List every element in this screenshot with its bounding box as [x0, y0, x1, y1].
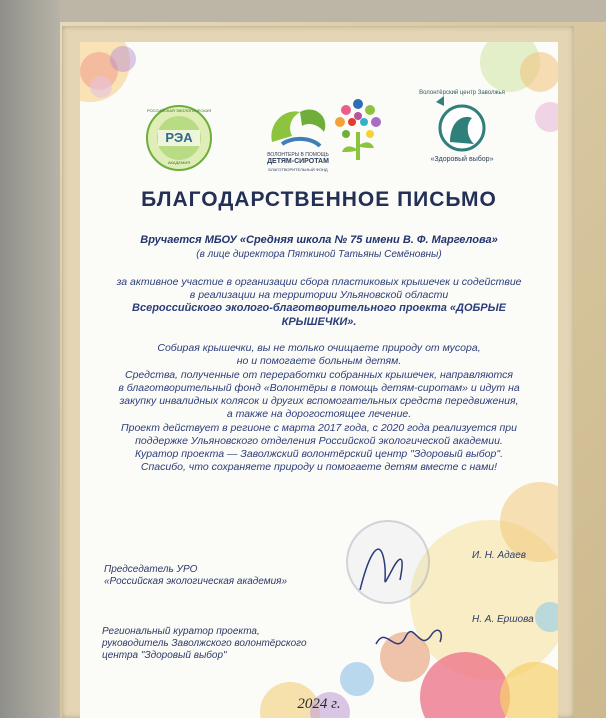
rea-caption-bottom: АКАДЕМИЯ — [167, 160, 191, 165]
year: 2024 г. — [297, 696, 341, 712]
recipient-sub: (в лице директора Пяткиной Татьяны Семёновны) — [196, 249, 442, 260]
rea-caption-top: РОССИЙСКАЯ ЭКОЛОГИЧЕСКАЯ — [146, 108, 212, 113]
decor-dot — [520, 52, 558, 92]
volunteer-center-arc-text: Волонтёрский центр Заволжья — [419, 90, 505, 96]
decor-dot — [110, 46, 136, 72]
volunteers-line3: БЛАГОТВОРИТЕЛЬНЫЙ ФОНД — [268, 167, 328, 172]
body-line: поддержке Ульяновского отделения Российской экологической академии. — [135, 435, 503, 447]
decor-dot — [90, 76, 112, 98]
curator-label: руководитель Заволжского волонтёрского — [102, 638, 307, 649]
chair-signature — [350, 530, 420, 600]
body-line: но и помогаете больным детям. — [236, 355, 402, 367]
page-title: БЛАГОДАРСТВЕННОЕ ПИСЬМО — [141, 188, 497, 211]
body-line: закупку инвалидных колясок и других вспомогательных средств передвижения, — [119, 395, 519, 407]
rea-logo — [138, 104, 220, 172]
chair-name: И. Н. Адаев — [472, 550, 527, 561]
decor-dot — [535, 602, 558, 632]
volunteers-line2: ДЕТЯМ-СИРОТАМ — [267, 158, 329, 165]
caps-tree-logo — [332, 96, 384, 166]
curator-label: Региональный куратор проекта, — [102, 626, 260, 637]
reason-line: в реализации на территории Ульяновской области — [189, 289, 449, 301]
body-line: в благотворительный фонд «Волонтёры в помощь детям-сиротам» и идут на — [118, 382, 520, 394]
volunteer-center-logo — [414, 92, 510, 172]
curator-name: Н. А. Ершова — [472, 614, 534, 625]
volunteers-fund-logo — [260, 102, 336, 174]
reason-line: за активное участие в организации сбора пластиковых крышечек и содействие — [116, 276, 522, 288]
body-line: Собирая крышечки, вы не только очищаете природу от мусора, — [157, 342, 481, 354]
curator-signature — [370, 614, 450, 664]
volunteer-center-caption: «Здоровый выбор» — [430, 156, 494, 163]
wall-background-left — [0, 0, 60, 718]
chair-label: Председатель УРО — [104, 564, 198, 575]
wall-background-top — [0, 0, 606, 22]
chair-label: «Российская экологическая академия» — [104, 576, 288, 587]
certificate-paper — [80, 42, 558, 718]
project-name: Всероссийского эколого-благотворительного проекта «ДОБРЫЕ — [132, 302, 506, 314]
rea-abbr: РЭА — [165, 130, 193, 145]
volunteers-line1: ВОЛОНТЕРЫ В ПОМОЩЬ — [267, 152, 329, 158]
body-line: а также на дорогостоящее лечение. — [226, 408, 412, 420]
project-name-end: КРЫШЕЧКИ». — [281, 316, 357, 328]
decor-dot — [340, 662, 374, 696]
body-line: Средства, полученные от переработки собранных крышечек, направляются — [125, 369, 513, 381]
body-line: Куратор проекта — Заволжский волонтёрский центр "Здоровый выбор". — [134, 448, 504, 460]
decor-dot — [535, 102, 558, 132]
curator-label: центра "Здоровый выбор" — [102, 650, 227, 661]
body-line: Спасибо, что сохраняете природу и помогаете детям вместе с нами! — [140, 461, 498, 473]
recipient-line: Вручается МБОУ «Средняя школа № 75 имени В. Ф. Маргелова» — [140, 234, 498, 246]
body-line: Проект действует в регионе с марта 2017 года, с 2020 года реализуется при — [121, 422, 517, 434]
